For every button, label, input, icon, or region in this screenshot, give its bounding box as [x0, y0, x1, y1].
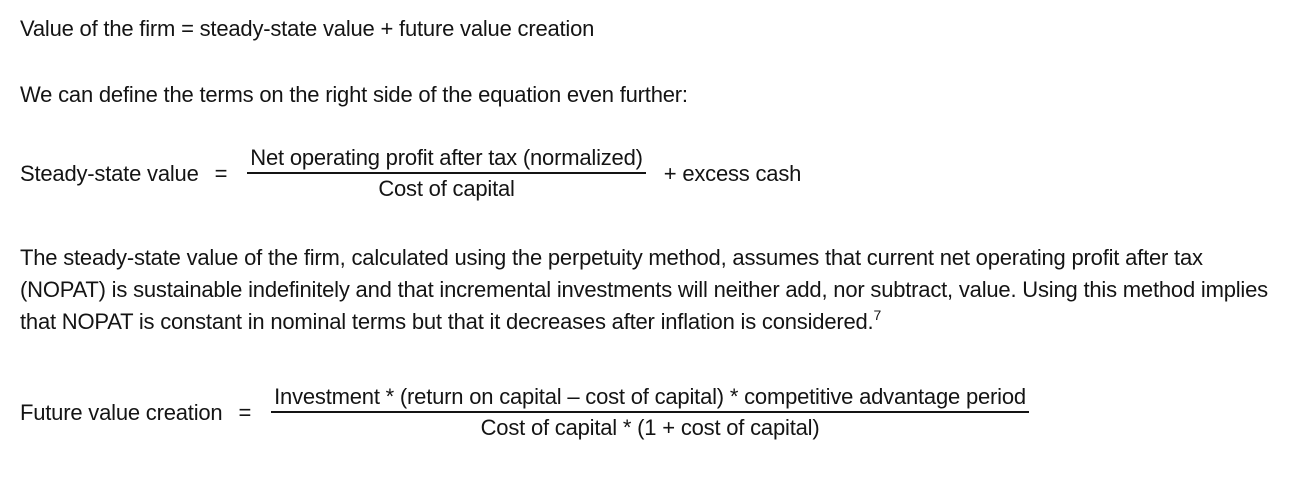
steady-state-fraction-numerator: Net operating profit after tax (normalized) [247, 145, 645, 174]
steady-state-fraction-denominator: Cost of capital [378, 176, 515, 201]
steady-state-fraction [247, 145, 645, 202]
value-of-firm-equation: Value of the firm = steady-state value + future value creation [20, 16, 595, 41]
body-paragraph [20, 242, 1272, 340]
future-value-fraction [271, 384, 1029, 441]
intro-sentence: We can define the terms on the right side of the equation even further: [20, 82, 688, 107]
equals-sign: = [238, 399, 252, 425]
steady-state-formula-label: Steady-state value [20, 160, 199, 186]
future-value-fraction-denominator: Cost of capital * (1 + cost of capital) [480, 415, 820, 440]
footnote-reference: 7 [873, 307, 882, 323]
future-value-formula [20, 384, 1286, 441]
equals-sign: = [214, 160, 228, 186]
future-value-formula-label: Future value creation [20, 399, 223, 425]
future-value-fraction-numerator: Investment * (return on capital – cost of capital) * competitive advantage period [271, 384, 1029, 413]
excess-cash-term: + excess cash [663, 160, 802, 186]
body-paragraph-text: The steady-state value of the firm, calculated using the perpetuity method, assumes that current net operating profit after tax (NOPAT) is sustainable indefinitely and that incremental investments will neither add, nor subtract, value. Using this method implies that NOPAT is constant in nominal terms but that it decreases after inflation is considered. [20, 245, 1268, 334]
steady-state-formula [20, 145, 1286, 202]
